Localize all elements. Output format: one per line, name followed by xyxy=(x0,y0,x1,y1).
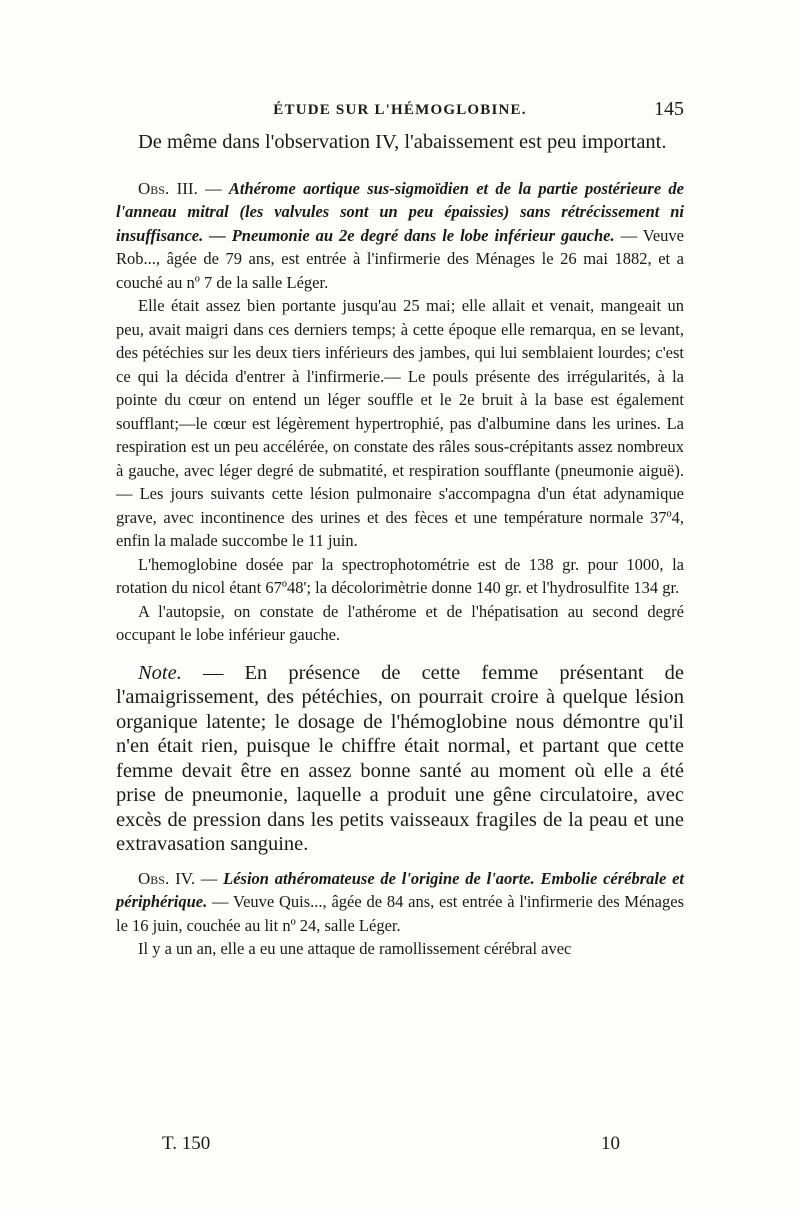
running-head: ÉTUDE SUR L'HÉMOGLOBINE. xyxy=(273,102,527,118)
observation-4-heading xyxy=(116,867,684,938)
observation-3-dash: — xyxy=(197,178,229,198)
observation-3-hemoglobin: L'hemoglobine dosée par la spectrophotométrie est de 138 gr. pour 1000, la rotation du nicol étant 67º48'; la décolorimètrie donne 140 gr. et l'hydrosulfite 134 gr. xyxy=(116,554,684,597)
observation-4-intro: — Veuve Quis..., âgée de 84 ans, est entrée à l'infirmerie des Ménages le 16 juin, couchée au lit nº 24, salle Léger. xyxy=(116,892,684,935)
observation-3-history: Elle était assez bien portante jusqu'au 25 mai; elle allait et venait, mangeait un peu, avait maigri dans ces derniers temps; à cette époque elle remarqua, en se levant, des pétéchies sur les deux tiers inférieurs des jambes, qui lui semblaient lourdes; c'est ce qui la décida d'entrer à l'infirmerie.— Le pouls présente des irrégularités, à la pointe du cœur on entend un léger souffle et le 2e bruit à la base est également soufflant;—le cœur est légèrement hypertrophié, pas d'albumine dans les urines. La respiration est un peu accélérée, on constate des râles sous-crépitants assez nombreux à gauche, avec léger degré de submatité, et respiration soufflante (pneumonie aiguë). — Les jours suivants cette lésion pulmonaire s'accompagna d'un état adynamique grave, avec incontinence des urines et des fèces et une température normale 37º4, enfin la malade succombe le 11 juin. xyxy=(116,296,684,550)
observation-3-heading xyxy=(116,177,684,295)
paragraph-intro: De même dans l'observation IV, l'abaissement est peu important. xyxy=(138,131,667,153)
observation-3-title: Athérome aortique sus-sigmoïdien et de la partie postérieure de l'anneau mitral (les valvules sont un peu épaissies) sans rétrécissement ni insuffisance. — Pneumonie au 2e degré dans le lobe inférieur gauche. xyxy=(116,178,684,245)
page-header xyxy=(116,98,684,128)
page-number: 145 xyxy=(654,98,684,120)
observation-4-history: Il y a un an, elle a eu une attaque de ramollissement cérébral avec xyxy=(138,939,572,958)
observation-4-title: Lésion athéromateuse de l'origine de l'aorte. Embolie cérébrale et périphérique. xyxy=(116,868,684,911)
page-body xyxy=(116,130,684,961)
signature-mark-left: T. 150 xyxy=(162,1133,211,1154)
note-text: — En présence de cette femme présentant de l'amaigrissement, des pétéchies, on pourrait croire à quelque lésion organique latente; le dosage de l'hémoglobine nous démontre qu'il n'en était rien, puisque le chiffre était normal, et partant que cette femme devait être en assez bonne santé au moment où elle a été prise de pneumonie, laquelle a produit une gêne circulatoire, avec excès de pression dans les petits vaisseaux fragiles de la peau et une extravasation sanguine. xyxy=(116,661,684,855)
observation-3-intro: — Veuve Rob..., âgée de 79 ans, est entrée à l'infirmerie des Ménages le 26 mai 1882, et a couché au nº 7 de la salle Léger. xyxy=(116,225,684,292)
observation-4-dash: — xyxy=(195,868,224,888)
note-paragraph xyxy=(116,661,684,857)
observation-3-label: Obs. III. xyxy=(138,178,198,198)
signature-mark-right: 10 xyxy=(601,1133,620,1154)
note-label: Note. xyxy=(138,661,182,684)
observation-3-autopsy: A l'autopsie, on constate de l'athérome et de l'hépatisation au second degré occupant le lobe inférieur gauche. xyxy=(116,601,684,644)
observation-4-label: Obs. IV. xyxy=(138,868,196,888)
page-footer xyxy=(116,1133,684,1159)
